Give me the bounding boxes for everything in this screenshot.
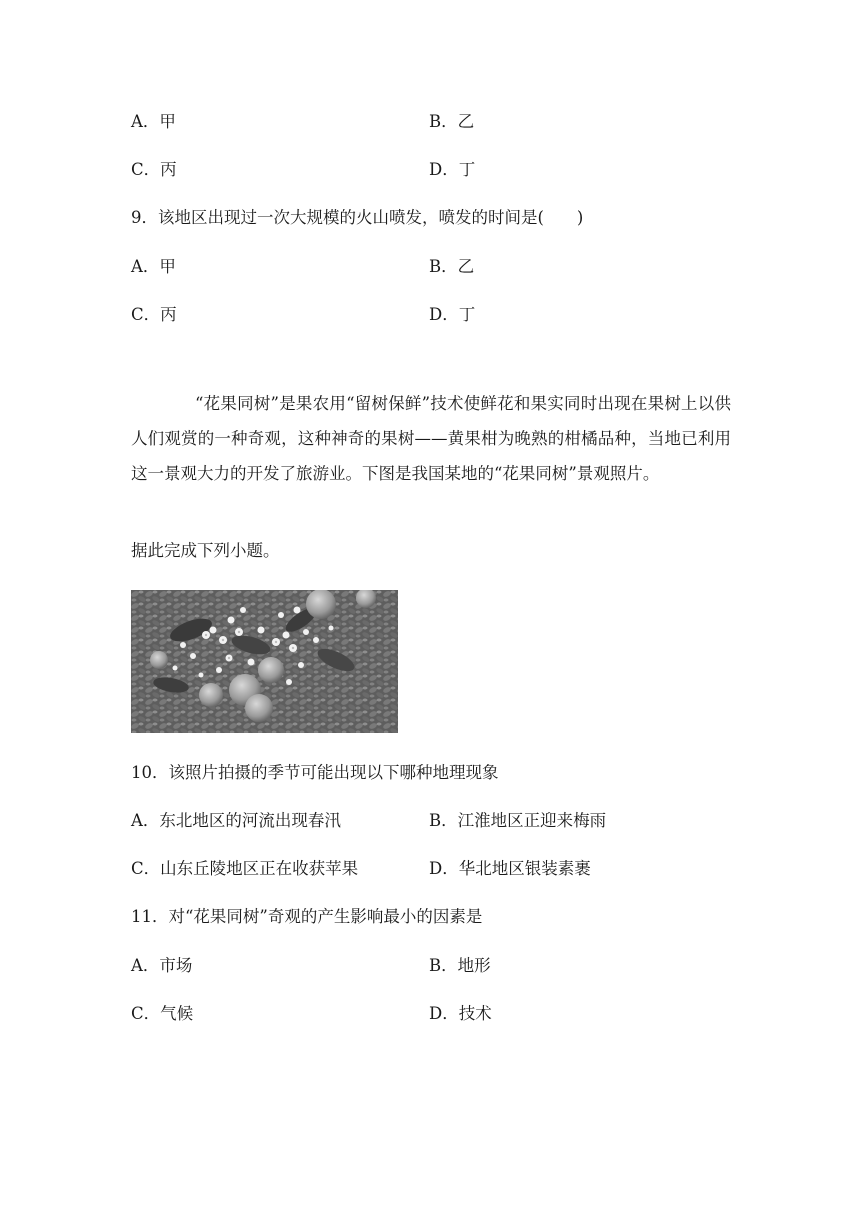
q10-option-b: B．江淮地区正迎来梅雨 bbox=[429, 811, 607, 830]
q10-option-c: C．山东丘陵地区正在收获苹果 bbox=[131, 859, 359, 878]
q8-options-row-1 bbox=[131, 110, 731, 134]
q8-options-row-2 bbox=[131, 158, 731, 182]
q10-options-row-1 bbox=[131, 809, 731, 833]
q9-stem: 9．该地区出现过一次大规模的火山喷发，喷发的时间是( ) bbox=[131, 208, 584, 227]
q11-option-d: D．技术 bbox=[429, 1004, 492, 1023]
flower-fruit-tree-photo bbox=[131, 590, 398, 733]
passage-paragraph: “花果同树”是果农用“留树保鲜”技术使鲜花和果实同时出现在果树上以供人们观赏的一种奇观，这种神奇的果树——黄果柑为晚熟的柑橘品种，当地已利用这一景观大力的开发了旅游业。下图是我国某地的“花果同树”景观照片。 bbox=[131, 394, 731, 483]
q10-option-d: D．华北地区银装素裹 bbox=[429, 859, 591, 878]
q8-option-b: B．乙 bbox=[429, 112, 475, 131]
q11-options-row-2 bbox=[131, 1002, 731, 1026]
q9-option-b: B．乙 bbox=[429, 257, 475, 276]
q11-stem: 11．对“花果同树”奇观的产生影响最小的因素是 bbox=[131, 907, 483, 926]
q8-option-a: A．甲 bbox=[131, 112, 176, 131]
q10-options-row-2 bbox=[131, 857, 731, 881]
q8-option-c: C．丙 bbox=[131, 160, 177, 179]
q9-option-c: C．丙 bbox=[131, 305, 177, 324]
passage-instruction: 据此完成下列小题。 bbox=[131, 541, 280, 560]
q10-stem: 10．该照片拍摄的季节可能出现以下哪种地理现象 bbox=[131, 763, 499, 782]
q9-options-row-2 bbox=[131, 303, 731, 327]
q11-options-row-1 bbox=[131, 954, 731, 978]
q9-option-d: D．丁 bbox=[429, 305, 476, 324]
q9-options-row-1 bbox=[131, 255, 731, 279]
q11-option-b: B．地形 bbox=[429, 956, 491, 975]
q8-option-d: D．丁 bbox=[429, 160, 476, 179]
q11-option-a: A．市场 bbox=[131, 956, 193, 975]
q9-option-a: A．甲 bbox=[131, 257, 176, 276]
q10-option-a: A．东北地区的河流出现春汛 bbox=[131, 811, 341, 830]
q11-option-c: C．气候 bbox=[131, 1004, 194, 1023]
